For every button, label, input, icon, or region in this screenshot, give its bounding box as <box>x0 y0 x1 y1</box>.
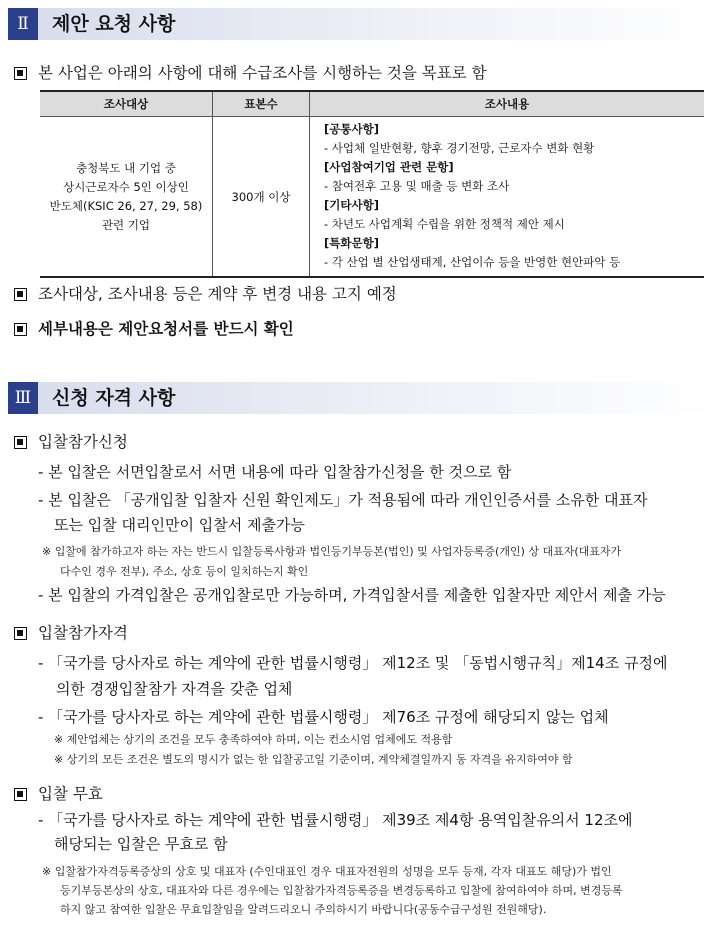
invalid-note-line-2: 등기부등본상의 상호, 대표자와 다른 경우에는 입찰참가자격등록증을 변경등록하고 입찰에 참여하여야 하며, 변경등록 <box>60 884 623 897</box>
sample-cell: 300개 이상 <box>213 117 310 278</box>
qual-heading: 입찰참가자격 <box>38 624 128 642</box>
table-header-sample: 표본수 <box>213 91 310 117</box>
section-2-header <box>8 8 716 40</box>
invalid-item-cont: 해당되는 입찰은 무효로 함 <box>54 835 228 853</box>
apply-heading: 입찰참가신청 <box>38 433 128 451</box>
apply-item-3: - 본 입찰의 가격입찰은 공개입찰로만 가능하며, 가격입찰서를 제출한 입찰자만 제안서 제출 가능 <box>38 586 666 604</box>
qual-item-1: - 「국가를 당사자로 하는 계약에 관한 법률시행령」 제12조 및 「동법시행규칙」제14조 규정에 <box>38 654 668 672</box>
bullet-square-icon <box>14 788 27 801</box>
target-cell: 충청북도 내 기업 중 상시근로자수 5인 이상인 반도체(KSIC 26, 27, 29, 58) 관련 기업 <box>40 117 213 278</box>
section-3-title: 신청 자격 사항 <box>52 387 176 409</box>
invalid-note-line-1: ※ 입찰참가자격등록증상의 상호 및 대표자 (수인대표인 경우 대표자전원의 성명을 모두 등재, 각자 대표도 해당)가 법인 <box>42 865 612 878</box>
bullet-square-icon <box>14 323 27 336</box>
qual-note-1: ※ 제안업체는 상기의 조건을 모두 충족하여야 하며, 이는 컨소시엄 업체에도 적용함 <box>54 733 453 746</box>
qual-note-2: ※ 상기의 모든 조건은 별도의 명시가 없는 한 입찰공고일 기준이며, 계약체결일까지 동 자격을 유지하여야 함 <box>54 753 573 766</box>
section-2-note-2: 세부내용은 제안요청서를 반드시 확인 <box>38 320 294 338</box>
section-2-title: 제안 요청 사항 <box>52 13 176 35</box>
invalid-note-line-3: 하지 않고 참여한 입찰은 무효입찰임을 알려드리오니 주의하시기 바랍니다(공동수급구성원 전원해당). <box>60 903 547 916</box>
bullet-square-icon <box>14 436 27 449</box>
section-3-header <box>8 382 716 414</box>
bullet-square-icon <box>14 288 27 301</box>
apply-note-line-2: 다수인 경우 전부), 주소, 상호 등이 일치하는지 확인 <box>60 565 309 578</box>
invalid-item: - 「국가를 당사자로 하는 계약에 관한 법률시행령」 제39조 제4항 용역입찰유의서 12조에 <box>38 811 633 829</box>
qual-item-1-cont: 의한 경쟁입찰참가 자격을 갖춘 업체 <box>56 680 293 698</box>
survey-table <box>40 90 704 278</box>
section-2-number: Ⅱ <box>8 8 38 40</box>
bullet-square-icon <box>14 67 27 80</box>
apply-item-1: - 본 입찰은 서면입찰로서 서면 내용에 따라 입찰참가신청을 한 것으로 함 <box>38 463 512 481</box>
qual-item-2: - 「국가를 당사자로 하는 계약에 관한 법률시행령」 제76조 규정에 해당되지 않는 업체 <box>38 708 609 726</box>
apply-item-2-cont: 또는 입찰 대리인만이 입찰서 제출가능 <box>54 516 305 534</box>
section-3-number: Ⅲ <box>8 382 38 414</box>
table-header-target: 조사대상 <box>40 91 213 117</box>
apply-item-2: - 본 입찰은 「공개입찰 입찰자 신원 확인제도」가 적용됨에 따라 개인인증서를 소유한 대표자 <box>38 491 648 509</box>
apply-note-line-1: ※ 입찰에 참가하고자 하는 자는 반드시 입찰등록사항과 법인등기부등본(법인) 및 사업자등록증(개인) 상 대표자(대표자가 <box>42 545 622 558</box>
bullet-square-icon <box>14 627 27 640</box>
section-2-note-1: 조사대상, 조사내용 등은 계약 후 변경 내용 고지 예정 <box>38 285 397 303</box>
section-2-intro: 본 사업은 아래의 사항에 대해 수급조사를 시행하는 것을 목표로 함 <box>38 64 487 82</box>
invalid-heading: 입찰 무효 <box>38 785 103 803</box>
content-cell: [공통사항] - 사업체 일반현황, 향후 경기전망, 근로자수 변화 현황 [사업참여기업 관련 문항] - 참여전후 고용 및 매출 등 변화 조사 [기타사항] - 차년도 사업계획 수립을 위한 정책적 제안 제시 [특화문항] - 각 산업 별 산업생태계, 산업이슈 등을 반영한 현안파악 등 <box>310 117 705 278</box>
table-row <box>40 117 704 278</box>
table-header-content: 조사내용 <box>310 91 705 117</box>
